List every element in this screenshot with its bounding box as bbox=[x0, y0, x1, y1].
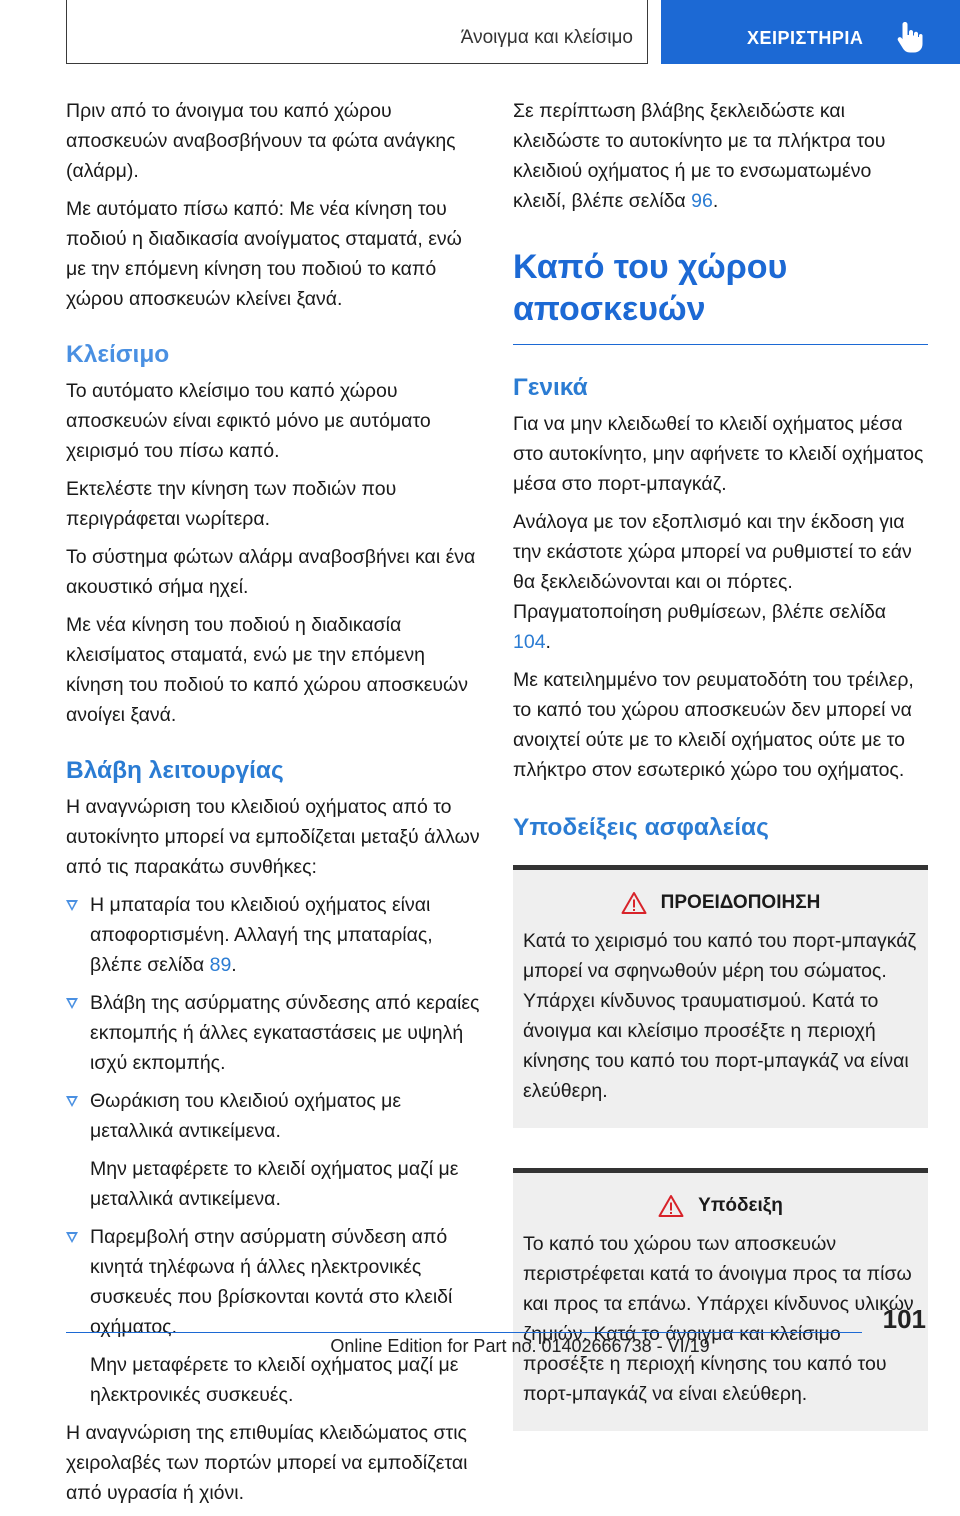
list-item: Θωράκιση του κλειδιού οχήματος με μεταλλικά αντικείμενα. Μην μεταφέρετε το κλειδί οχήματος μαζί με μεταλλικά αντικείμενα. bbox=[66, 1086, 481, 1214]
notice-text: Το καπό του χώρου των αποσκευών περιστρέφεται κατά το άνοιγμα προς τα πίσω και προς τα επάνω. Υπάρχει κίνδυνος υλικών ζημιών. Κατά το άνοιγμα και κλείσιμο προσέξτε η περιοχή κίνησης του καπό του πορτ-μπαγκάζ να είναι ελεύθερη. bbox=[523, 1233, 914, 1405]
left-column bbox=[66, 96, 481, 1516]
warning-title: ΠΡΟΕΙΔΟΠΟΙΗΣΗ bbox=[660, 892, 821, 913]
edition-footer: Online Edition for Part no. 01402666738 - VI/19 bbox=[330, 1336, 710, 1356]
heading-safety: Υποδείξεις ασφαλείας bbox=[513, 814, 769, 841]
triangle-bullet-icon bbox=[66, 1096, 78, 1107]
chapter-tab[interactable] bbox=[661, 0, 960, 64]
paragraph: Εκτελέστε την κίνηση των ποδιών που περιγράφεται νωρίτερα. bbox=[66, 478, 397, 530]
triangle-bullet-icon bbox=[66, 1232, 78, 1243]
paragraph: Το αυτόματο κλείσιμο του καπό χώρου αποσκευών είναι εφικτό μόνο με αυτόματο χειρισμό του πίσω καπό. bbox=[66, 380, 431, 462]
heading-closing: Κλείσιμο bbox=[66, 341, 170, 368]
warning-triangle-icon bbox=[621, 891, 647, 915]
page-link[interactable]: 104 bbox=[513, 631, 546, 653]
list-item-note: Μην μεταφέρετε το κλειδί οχήματος μαζί με μεταλλικά αντικείμενα. bbox=[90, 1158, 459, 1210]
notice-header bbox=[523, 1191, 918, 1221]
paragraph: Η αναγνώριση του κλειδιού οχήματος από το αυτοκίνητο μπορεί να εμποδίζεται μεταξύ άλλων από τις παρακάτω συνθήκες: bbox=[66, 796, 480, 878]
triangle-bullet-icon bbox=[66, 998, 78, 1009]
warning-triangle-icon bbox=[658, 1194, 684, 1218]
paragraph: Η αναγνώριση της επιθυμίας κλειδώματος στις χειρολαβές των πορτών μπορεί να εμποδίζεται από υγρασία ή χιόνι. bbox=[66, 1422, 468, 1504]
page-link[interactable]: 96 bbox=[691, 190, 713, 212]
page-number: 101 bbox=[882, 1304, 926, 1334]
section-title: Άνοιγμα και κλείσιμο bbox=[460, 27, 633, 48]
chapter-title: ΧΕΙΡΙΣΤΗΡΙΑ bbox=[747, 28, 864, 48]
list-item: Βλάβη της ασύρματης σύνδεσης από κεραίες εκπομπής ή άλλες εγκαταστάσεις με υψηλή ισχύ εκπομπής. bbox=[66, 988, 481, 1078]
warning-header bbox=[523, 888, 918, 918]
triangle-bullet-icon bbox=[66, 900, 78, 911]
main-heading: Καπό του χώρου αποσκευών bbox=[513, 246, 928, 345]
notice-title: Υπόδειξη bbox=[698, 1195, 783, 1216]
warning-text: Κατά το χειρισμό του καπό του πορτ-μπαγκάζ μπορεί να σφηνωθούν μέρη του σώματος. Υπάρχει κίνδυνος τραυματισμού. Κατά το άνοιγμα και κλείσιμο προσέξτε η περιοχή κίνησης του καπό του πορτ-μπαγκάζ να είναι ελεύθερη. bbox=[523, 930, 917, 1102]
paragraph: Ανάλογα με τον εξοπλισμό και την έκδοση για την εκάστοτε χώρα μπορεί να ρυθμιστεί το εάν θα ξεκλειδώνονται και οι πόρτες. Πραγματοποίηση ρυθμίσεων, βλέπε σελίδα 104. bbox=[513, 511, 912, 653]
paragraph: Σε περίπτωση βλάβης ξεκλειδώστε και κλειδώστε το αυτοκίνητο με τα πλήκτρα του κλειδιού οχήματος ή με το ενσωματωμένο κλειδί, βλέπε σελίδα 96. bbox=[513, 100, 886, 212]
paragraph: Με αυτόματο πίσω καπό: Με νέα κίνηση του ποδιού η διαδικασία ανοίγματος σταματά, ενώ με την επόμενη κίνηση του ποδιού το καπό χώρου αποσκευών κλείνει ξανά. bbox=[66, 198, 462, 310]
list-item-note: Μην μεταφέρετε το κλειδί οχήματος μαζί με ηλεκτρονικές συσκευές. bbox=[90, 1354, 459, 1406]
right-column bbox=[513, 96, 928, 1431]
section-header bbox=[66, 0, 648, 64]
list-item: Η μπαταρία του κλειδιού οχήματος είναι αποφορτισμένη. Αλλαγή της μπαταρίας, βλέπε σελίδα 89. bbox=[66, 890, 481, 980]
heading-fault: Βλάβη λειτουργίας bbox=[66, 757, 284, 784]
footer-divider bbox=[66, 1332, 862, 1333]
paragraph: Με νέα κίνηση του ποδιού η διαδικασία κλεισίματος σταματά, ενώ με την επόμενη κίνηση του ποδιού το καπό χώρου αποσκευών ανοίγει ξανά. bbox=[66, 614, 469, 726]
paragraph: Με κατειλημμένο τον ρευματοδότη του τρέιλερ, το καπό του χώρου αποσκευών δεν μπορεί να ανοιχτεί ούτε με το κλειδί οχήματος ούτε με το πλήκτρο στον εσωτερικό χώρο του οχήματος. bbox=[513, 669, 914, 781]
page-link[interactable]: 89 bbox=[209, 954, 232, 976]
paragraph: Πριν από το άνοιγμα του καπό χώρου αποσκευών αναβοσβήνουν τα φώτα ανάγκης (αλάρμ). bbox=[66, 100, 456, 182]
heading-general: Γενικά bbox=[513, 374, 588, 401]
paragraph: Το σύστημα φώτων αλάρμ αναβοσβήνει και ένα ακουστικό σήμα ηχεί. bbox=[66, 546, 476, 598]
warning-box bbox=[513, 865, 928, 1128]
notice-box bbox=[513, 1168, 928, 1431]
hand-pointer-icon bbox=[895, 20, 925, 54]
list-item: Παρεμβολή στην ασύρματη σύνδεση από κινητά τηλέφωνα ή άλλες ηλεκτρονικές συσκευές που βρίσκονται κοντά στο κλειδί οχήματος. Μην μεταφέρετε το κλειδί οχήματος μαζί με ηλεκτρονικές συσκευές. bbox=[66, 1222, 481, 1410]
paragraph: Για να μην κλειδωθεί το κλειδί οχήματος μέσα στο αυτοκίνητο, μην αφήνετε το κλειδί οχήματος μέσα στο πορτ-μπαγκάζ. bbox=[513, 413, 924, 495]
